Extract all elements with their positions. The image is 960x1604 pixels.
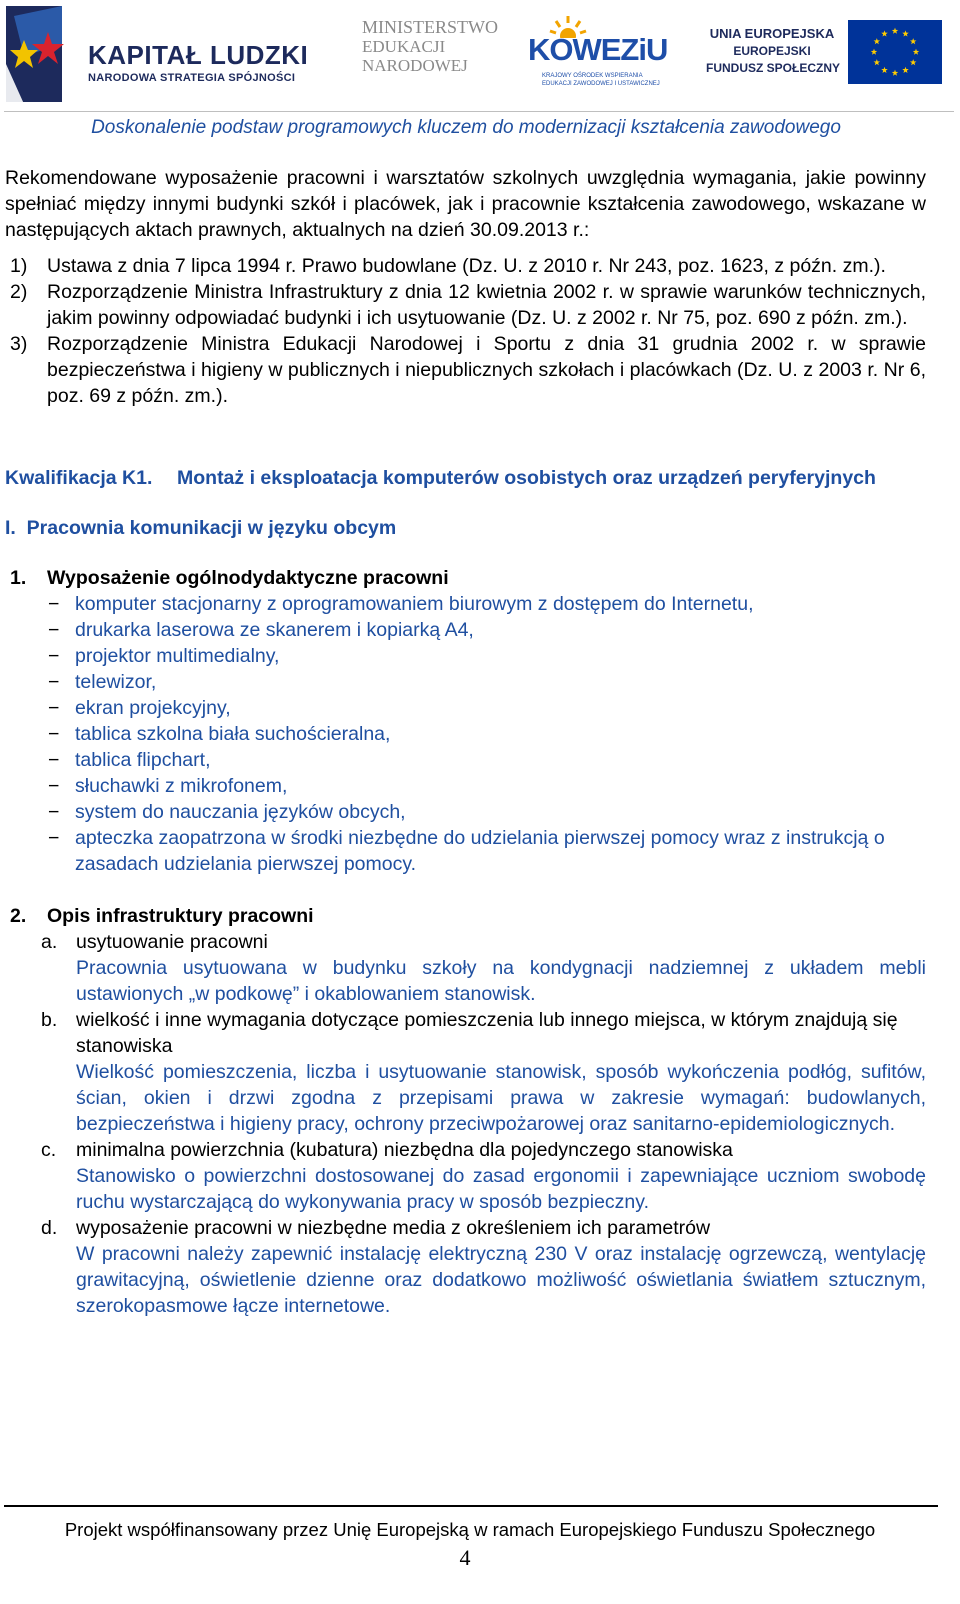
list-item-title: wielkość i inne wymagania dotyczące pomieszczenia lub innego miejsca, w którym znajdują się stanowiska <box>76 1009 898 1057</box>
eu-line-1: UNIA EUROPEJSKA <box>709 26 835 41</box>
dash-bullet: − <box>48 619 60 641</box>
list-item-text: system do nauczania języków obcych, <box>75 801 406 823</box>
list-item <box>5 747 926 773</box>
page-number: 4 <box>459 1545 471 1570</box>
list-item-text: tablica szkolna biała suchościeralna, <box>75 723 391 745</box>
dash-bullet: − <box>48 749 60 771</box>
infrastructure-heading-text: Opis infrastruktury pracowni <box>47 905 314 927</box>
list-item-description: Stanowisko o powierzchni dostosowanej do zasad ergonomii i zapewniające uczniom swobodę ruchu wystarczającą do wykonywania pracy w sposób bezpieczny. <box>76 1165 926 1213</box>
list-item-text: drukarka laserowa ze skanerem i kopiarką A4, <box>75 619 474 641</box>
footer-divider <box>4 1505 938 1507</box>
ministry-logo <box>362 18 502 88</box>
list-item-title: usytuowanie pracowni <box>76 931 268 953</box>
list-item <box>5 929 926 1007</box>
list-item-letter: c. <box>41 1139 57 1161</box>
list-item-title: wyposażenie pracowni w niezbędne media z określeniem ich parametrów <box>76 1217 711 1239</box>
list-item-letter: a. <box>41 931 58 953</box>
footer-text: Projekt współfinansowany przez Unię Europejską w ramach Europejskiego Funduszu Społecznego <box>64 1519 876 1540</box>
eu-flag-icon <box>848 20 942 84</box>
header-logos <box>0 0 960 112</box>
list-item-title: minimalna powierzchnia (kubatura) niezbędna dla pojedynczego stanowiska <box>76 1139 733 1161</box>
list-item-description: Pracownia usytuowana w budynku szkoły na kondygnacji nadziemnej z układem mebli ustawionych „w podkowę” i okablowaniem stanowisk. <box>76 957 926 1005</box>
intro-paragraph: Rekomendowane wyposażenie pracowni i warsztatów szkolnych uwzględnia wymagania, jakie powinny spełniać między innymi budynki szkół i placówek, jak i pracownie kształcenia zawodowego, wskazane w następujących aktach prawnych, aktualnych na dzień 30.09.2013 r.: <box>5 167 926 241</box>
koweziu-logo <box>526 14 668 94</box>
running-header-title: Doskonalenie podstaw programowych kluczem do modernizacji kształcenia zawodowego <box>91 117 841 138</box>
list-item <box>5 1137 926 1215</box>
list-item <box>5 1007 926 1137</box>
list-item-description: W pracowni należy zapewnić instalację elektryczną 230 V oraz instalację ogrzewczą, wentylację grawitacyjną, oświetlenie dzienne oraz dodatkowo możliwość oświetlania światłem sztucznym, szerokopasmowe łącze internetowe. <box>76 1243 926 1317</box>
list-item-text: telewizor, <box>75 671 157 693</box>
ministry-line-3: NARODOWEJ <box>362 56 468 75</box>
kapital-ludzki-subtitle: NARODOWA STRATEGIA SPÓJNOŚCI <box>88 72 296 84</box>
list-item <box>5 825 926 877</box>
header-divider <box>4 111 954 112</box>
list-item <box>5 799 926 825</box>
list-item <box>5 253 926 279</box>
qualification-title: Montaż i eksploatacja komputerów osobistych oraz urządzeń peryferyjnych <box>177 467 876 489</box>
list-item-letter: d. <box>41 1217 58 1239</box>
list-item <box>5 773 926 799</box>
koweziu-name: KOWEZiU <box>528 32 668 67</box>
list-item-number: 3) <box>10 333 28 355</box>
dash-bullet: − <box>48 775 60 797</box>
section-heading: I. Pracownia komunikacji w języku obcym <box>5 517 397 539</box>
ministry-line-1: MINISTERSTWO <box>362 17 498 37</box>
list-item <box>5 1215 926 1319</box>
dash-bullet: − <box>48 723 60 745</box>
list-item <box>5 617 926 643</box>
list-item-text: komputer stacjonarny z oprogramowaniem biurowym z dostępem do Internetu, <box>75 593 754 615</box>
list-item <box>5 643 926 669</box>
dash-bullet: − <box>48 801 60 823</box>
kapital-ludzki-title: KAPITAŁ LUDZKI <box>88 40 309 70</box>
dash-bullet: − <box>48 697 60 719</box>
eu-line-3: FUNDUSZ SPOŁECZNY <box>706 61 841 75</box>
dash-bullet: − <box>48 827 60 849</box>
list-item <box>5 695 926 721</box>
ministry-line-2: EDUKACJI <box>362 37 446 56</box>
equipment-number: 1. <box>10 567 27 589</box>
list-item-text: słuchawki z mikrofonem, <box>75 775 288 797</box>
page-content <box>5 165 926 1319</box>
dash-bullet: − <box>48 671 60 693</box>
spacer <box>5 409 926 465</box>
qualification-heading <box>5 465 926 491</box>
infrastructure-list <box>5 929 926 1319</box>
koweziu-subtitle <box>542 72 660 88</box>
koweziu-sub-1: KRAJOWY OŚRODEK WSPIERANIA <box>542 73 643 79</box>
kapital-ludzki-logo <box>4 4 324 104</box>
legal-acts-list <box>5 253 926 409</box>
list-item <box>5 591 926 617</box>
list-item <box>5 721 926 747</box>
infrastructure-number: 2. <box>10 905 27 927</box>
qualification-label: Kwalifikacja K1. <box>5 467 153 489</box>
koweziu-sub-2: EDUKACJI ZAWODOWEJ I USTAWICZNEJ <box>542 81 660 87</box>
equipment-heading-text: Wyposażenie ogólnodydaktyczne pracowni <box>47 567 449 589</box>
list-item <box>5 279 926 331</box>
equipment-heading <box>5 565 926 591</box>
list-item <box>5 331 926 409</box>
kapital-ludzki-emblem-icon <box>4 4 70 104</box>
list-item-description: Wielkość pomieszczenia, liczba i usytuowanie stanowisk, sposób wykończenia podłóg, sufitów, ścian, okien i drzwi zgodna z przepisami prawa w zakresie wymagań: budowlanych, bezpieczeństwa i higieny pracy, ochrony przeciwpożarowej oraz sanitarno-epidemiologicznych. <box>76 1061 926 1135</box>
list-item-text: Rozporządzenie Ministra Infrastruktury z dnia 12 kwietnia 2002 r. w sprawie warunków technicznych, jakim powinny odpowiadać budynki i ich usytuowanie (Dz. U. z 2002 r. Nr 75, poz. 690 z późn. zm.). <box>47 281 926 329</box>
list-item-text: tablica flipchart, <box>75 749 211 771</box>
list-item-text: Rozporządzenie Ministra Edukacji Narodowej i Sportu z dnia 31 grudnia 2002 r. w sprawie bezpieczeństwa i higieny w publicznych i niepublicznych szkołach i placówkach (Dz. U. z 2003 r. Nr 6, poz. 69 z późn. zm.). <box>47 333 926 407</box>
dash-bullet: − <box>48 593 60 615</box>
eu-logo <box>706 20 942 90</box>
list-item-number: 2) <box>10 281 28 303</box>
list-item-text: apteczka zaopatrzona w środki niezbędne do udzielania pierwszej pomocy wraz z instrukcją o zasadach udzielania pierwszej pomocy. <box>75 827 885 875</box>
dash-bullet: − <box>48 645 60 667</box>
list-item-letter: b. <box>41 1009 58 1031</box>
equipment-list <box>5 591 926 877</box>
list-item-number: 1) <box>10 255 28 277</box>
list-item-text: projektor multimedialny, <box>75 645 280 667</box>
list-item <box>5 669 926 695</box>
infrastructure-heading <box>5 903 926 929</box>
eu-line-2: EUROPEJSKI <box>733 44 811 58</box>
list-item-text: Ustawa z dnia 7 lipca 1994 r. Prawo budowlane (Dz. U. z 2010 r. Nr 243, poz. 1623, z późn. zm.). <box>47 255 886 277</box>
list-item-text: ekran projekcyjny, <box>75 697 231 719</box>
